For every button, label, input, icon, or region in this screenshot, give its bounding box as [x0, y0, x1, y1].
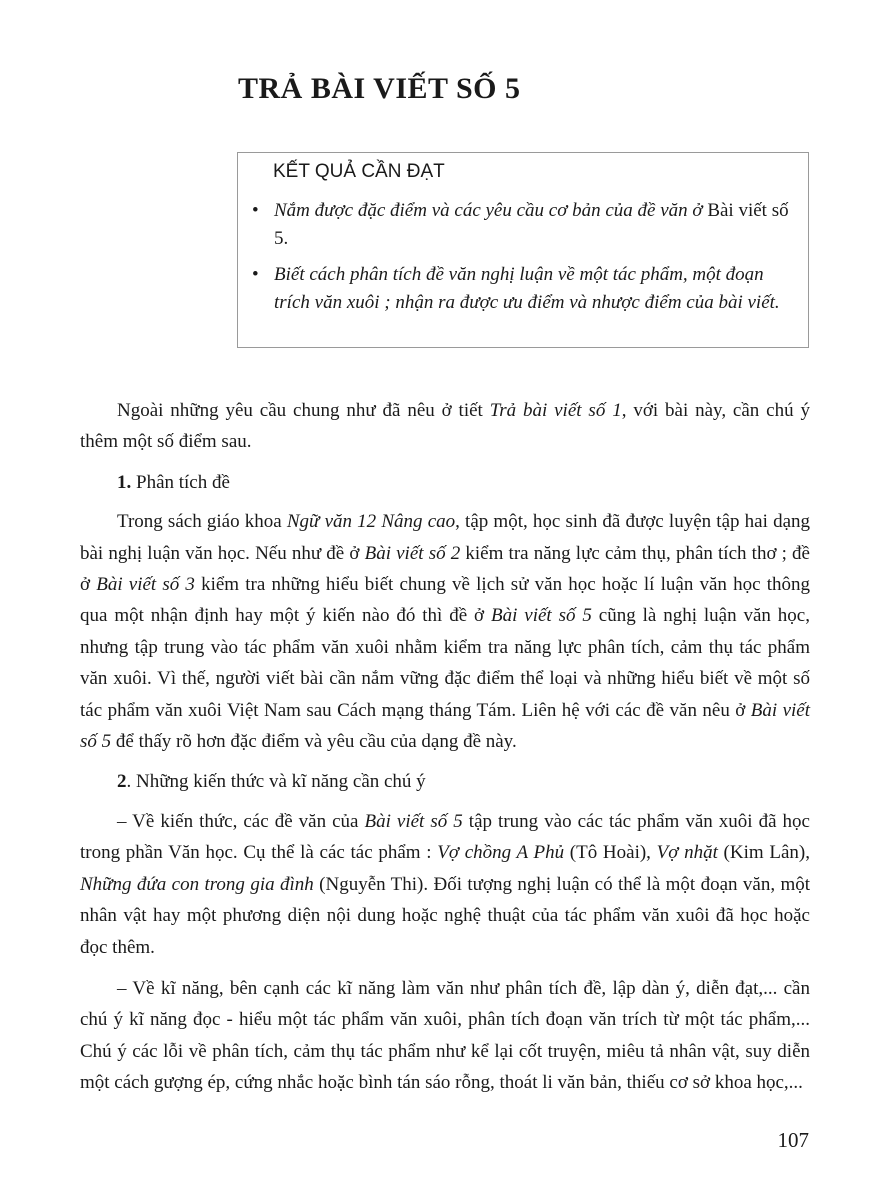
section-2-paragraph-skills: – Về kĩ năng, bên cạnh các kĩ năng làm văn như phân tích đề, lập dàn ý, diễn đạt,... cần chú ý kĩ năng đọc - hiểu một tác phẩm văn xuôi, phân tích đoạn văn trích từ một tác phẩm,... Chú ý các lỗi về phân tích, cảm thụ tác phẩm như kể lại cốt truyện, miêu tả nhân vật, suy diễn một cách gượng ép, cứng nhắc hoặc bình tán sáo rỗng, thoát li văn bản, thiếu cơ sở khoa học,...: [80, 977, 810, 1094]
outcome-1-normal: Bài viết số 5.: [274, 200, 789, 249]
outcome-2-text: Biết cách phân tích đề văn nghị luận về một tác phẩm, một đoạn trích văn xuôi ; nhận ra được ưu điểm và nhược điểm của bài viết.: [274, 264, 780, 313]
outcome-1-italic: Nắm được đặc điểm và các yêu cầu cơ bản của đề văn ở: [274, 200, 703, 221]
section-1-heading: 1. Phân tích đề: [117, 471, 230, 493]
bullet-icon: •: [252, 264, 259, 285]
intro-paragraph: Ngoài những yêu cầu chung như đã nêu ở tiết Trả bài viết số 1, với bài này, cần chú ý thêm một số điểm sau.: [80, 400, 810, 453]
section-2-heading: 2. Những kiến thức và kĩ năng cần chú ý: [117, 771, 426, 793]
box-heading: KẾT QUẢ CẦN ĐẠT: [273, 161, 445, 182]
article-body: [80, 395, 810, 1099]
bullet-icon: •: [252, 200, 259, 221]
learning-outcomes-box: [237, 152, 809, 348]
outcome-item-2: [252, 261, 792, 317]
page-title: TRẢ BÀI VIẾT SỐ 5: [238, 72, 521, 105]
page-number: 107: [777, 1128, 809, 1152]
section-1-paragraph: Trong sách giáo khoa Ngữ văn 12 Nâng cao, tập một, học sinh đã được luyện tập hai dạng bài nghị luận văn học. Nếu như đề ở Bài viết số 2 kiểm tra năng lực cảm thụ, phân tích thơ ; đề ở Bài viết số 3 kiểm tra những hiểu biết chung về lịch sử văn học hoặc lí luận văn học thông qua một nhận định hay một ý kiến nào đó thì đề ở Bài viết số 5 cũng là nghị luận văn học, nhưng tập trung vào tác phẩm văn xuôi nhằm kiểm tra năng lực phân tích, cảm thụ tác phẩm văn xuôi. Vì thế, người viết bài cần nắm vững đặc điểm thể loại và những hiểu biết về một số tác phẩm văn xuôi Việt Nam sau Cách mạng tháng Tám. Liên hệ với các đề văn nêu ở Bài viết số 5 để thấy rõ hơn đặc điểm và yêu cầu của dạng đề này.: [80, 511, 810, 753]
section-2-paragraph-knowledge: – Về kiến thức, các đề văn của Bài viết số 5 tập trung vào các tác phẩm văn xuôi đã học trong phần Văn học. Cụ thể là các tác phẩm : Vợ chồng A Phủ (Tô Hoài), Vợ nhặt (Kim Lân), Những đứa con trong gia đình (Nguyễn Thi). Đối tượng nghị luận có thể là một đoạn văn, một nhân vật hay một phương diện nội dung hoặc nghệ thuật của tác phẩm văn xuôi đã học hoặc đọc thêm.: [80, 810, 811, 958]
outcome-item-1: [252, 197, 792, 253]
